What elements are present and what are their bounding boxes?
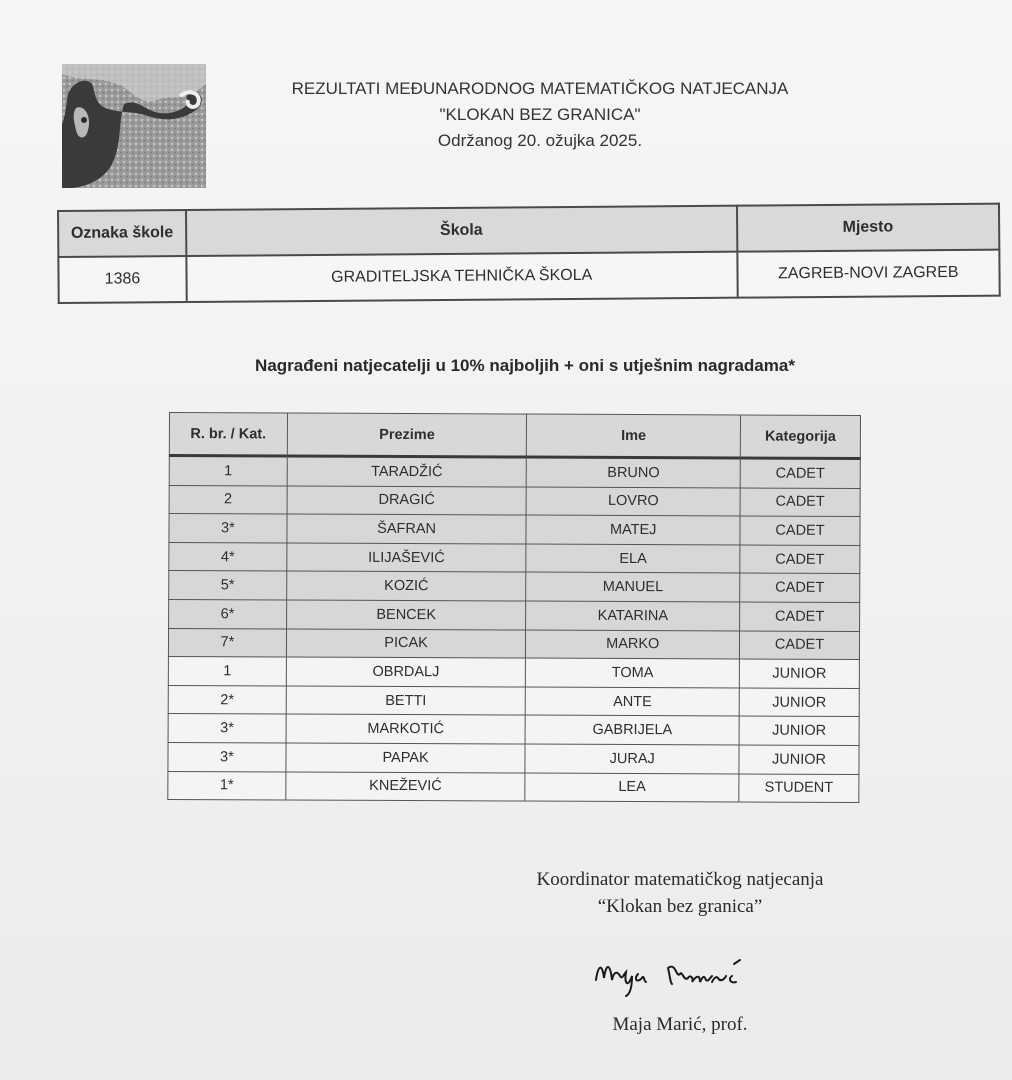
table-row	[168, 657, 859, 689]
name-cell: KATARINA	[526, 601, 740, 631]
rank-cell: 7*	[168, 628, 286, 657]
rank-header: R. br. / Kat.	[169, 413, 287, 457]
surname-cell: ILIJAŠEVIĆ	[287, 543, 527, 573]
name-cell: GABRIJELA	[525, 715, 739, 745]
name-cell: MARKO	[526, 630, 740, 660]
table-row	[168, 685, 859, 717]
category-cell: JUNIOR	[739, 716, 859, 745]
table-row	[169, 571, 860, 603]
rank-cell: 3*	[169, 514, 287, 543]
rank-cell: 1*	[168, 771, 286, 800]
table-row	[168, 628, 859, 660]
name-cell: ANTE	[526, 687, 740, 717]
surname-cell: PAPAK	[286, 743, 526, 773]
kangaroo-logo-icon	[62, 64, 206, 188]
rank-cell: 3*	[168, 714, 286, 743]
school-place-header: Mjesto	[737, 204, 1000, 252]
school-name-header: Škola	[186, 206, 737, 256]
category-cell: CADET	[740, 488, 860, 517]
rank-cell: 2	[169, 485, 287, 514]
header-competition-name: "KLOKAN BEZ GRANICA"	[439, 105, 641, 124]
school-table-header-row	[58, 204, 999, 257]
category-cell: CADET	[740, 573, 860, 602]
table-row	[169, 456, 860, 489]
document-header	[250, 76, 830, 154]
results-table	[167, 412, 861, 803]
results-header-row	[169, 413, 860, 459]
rank-cell: 3*	[168, 742, 286, 771]
handwritten-signature	[588, 948, 788, 998]
name-cell: LEA	[525, 773, 739, 803]
category-cell: CADET	[740, 458, 860, 488]
name-cell: MATEJ	[526, 515, 740, 545]
category-header: Kategorija	[740, 415, 860, 459]
table-row	[169, 542, 860, 574]
coordinator-block	[490, 866, 870, 920]
surname-cell: BETTI	[286, 686, 526, 716]
rank-cell: 2*	[168, 685, 286, 714]
school-table-row	[58, 250, 999, 303]
surname-cell: OBRDALJ	[286, 657, 526, 687]
rank-cell: 6*	[169, 599, 287, 628]
category-cell: JUNIOR	[739, 659, 859, 688]
school-code-header: Oznaka škole	[58, 210, 186, 257]
table-row	[168, 714, 859, 746]
name-cell: LOVRO	[526, 487, 740, 517]
table-row	[169, 599, 860, 631]
school-code: 1386	[58, 256, 186, 303]
category-cell: CADET	[740, 631, 860, 660]
name-cell: JURAJ	[525, 744, 739, 774]
name-cell: MANUEL	[526, 572, 740, 602]
table-row	[168, 742, 859, 774]
table-row	[169, 485, 860, 517]
surname-cell: PICAK	[286, 629, 526, 659]
name-cell: ELA	[526, 544, 740, 574]
surname-header: Prezime	[287, 413, 527, 457]
surname-cell: KOZIĆ	[286, 571, 526, 601]
surname-cell: BENCEK	[286, 600, 526, 630]
category-cell: JUNIOR	[739, 745, 859, 774]
category-cell: STUDENT	[739, 774, 859, 803]
surname-cell: KNEŽEVIĆ	[286, 772, 526, 802]
surname-cell: ŠAFRAN	[287, 514, 527, 544]
name-header: Ime	[527, 414, 741, 458]
surname-cell: DRAGIĆ	[287, 486, 527, 516]
header-title: REZULTATI MEĐUNARODNOG MATEMATIČKOG NATJECANJA	[291, 79, 789, 98]
coordinator-title: Koordinator matematičkog natjecanja	[536, 869, 824, 890]
surname-cell: MARKOTIĆ	[286, 714, 526, 744]
school-table	[57, 203, 1001, 304]
surname-cell: TARADŽIĆ	[287, 456, 527, 487]
category-cell: CADET	[740, 602, 860, 631]
category-cell: CADET	[740, 516, 860, 545]
school-place: ZAGREB-NOVI ZAGREB	[737, 250, 1000, 298]
school-name: GRADITELJSKA TEHNIČKA ŠKOLA	[186, 252, 737, 302]
results-subtitle: Nagrađeni natjecatelji u 10% najboljih + oni s utješnim nagradama*	[255, 356, 795, 375]
rank-cell: 1	[168, 657, 286, 686]
category-cell: JUNIOR	[739, 688, 859, 717]
rank-cell: 5*	[169, 571, 287, 600]
table-row	[169, 514, 860, 546]
header-date: Održanog 20. ožujka 2025.	[437, 131, 643, 150]
category-cell: CADET	[740, 545, 860, 574]
rank-cell: 1	[169, 456, 287, 486]
name-cell: TOMA	[526, 658, 740, 688]
table-row	[168, 771, 859, 803]
coordinator-competition: “Klokan bez granica”	[597, 896, 763, 917]
name-cell: BRUNO	[527, 457, 741, 488]
rank-cell: 4*	[169, 542, 287, 571]
coordinator-name: Maja Marić, prof.	[612, 1014, 748, 1035]
